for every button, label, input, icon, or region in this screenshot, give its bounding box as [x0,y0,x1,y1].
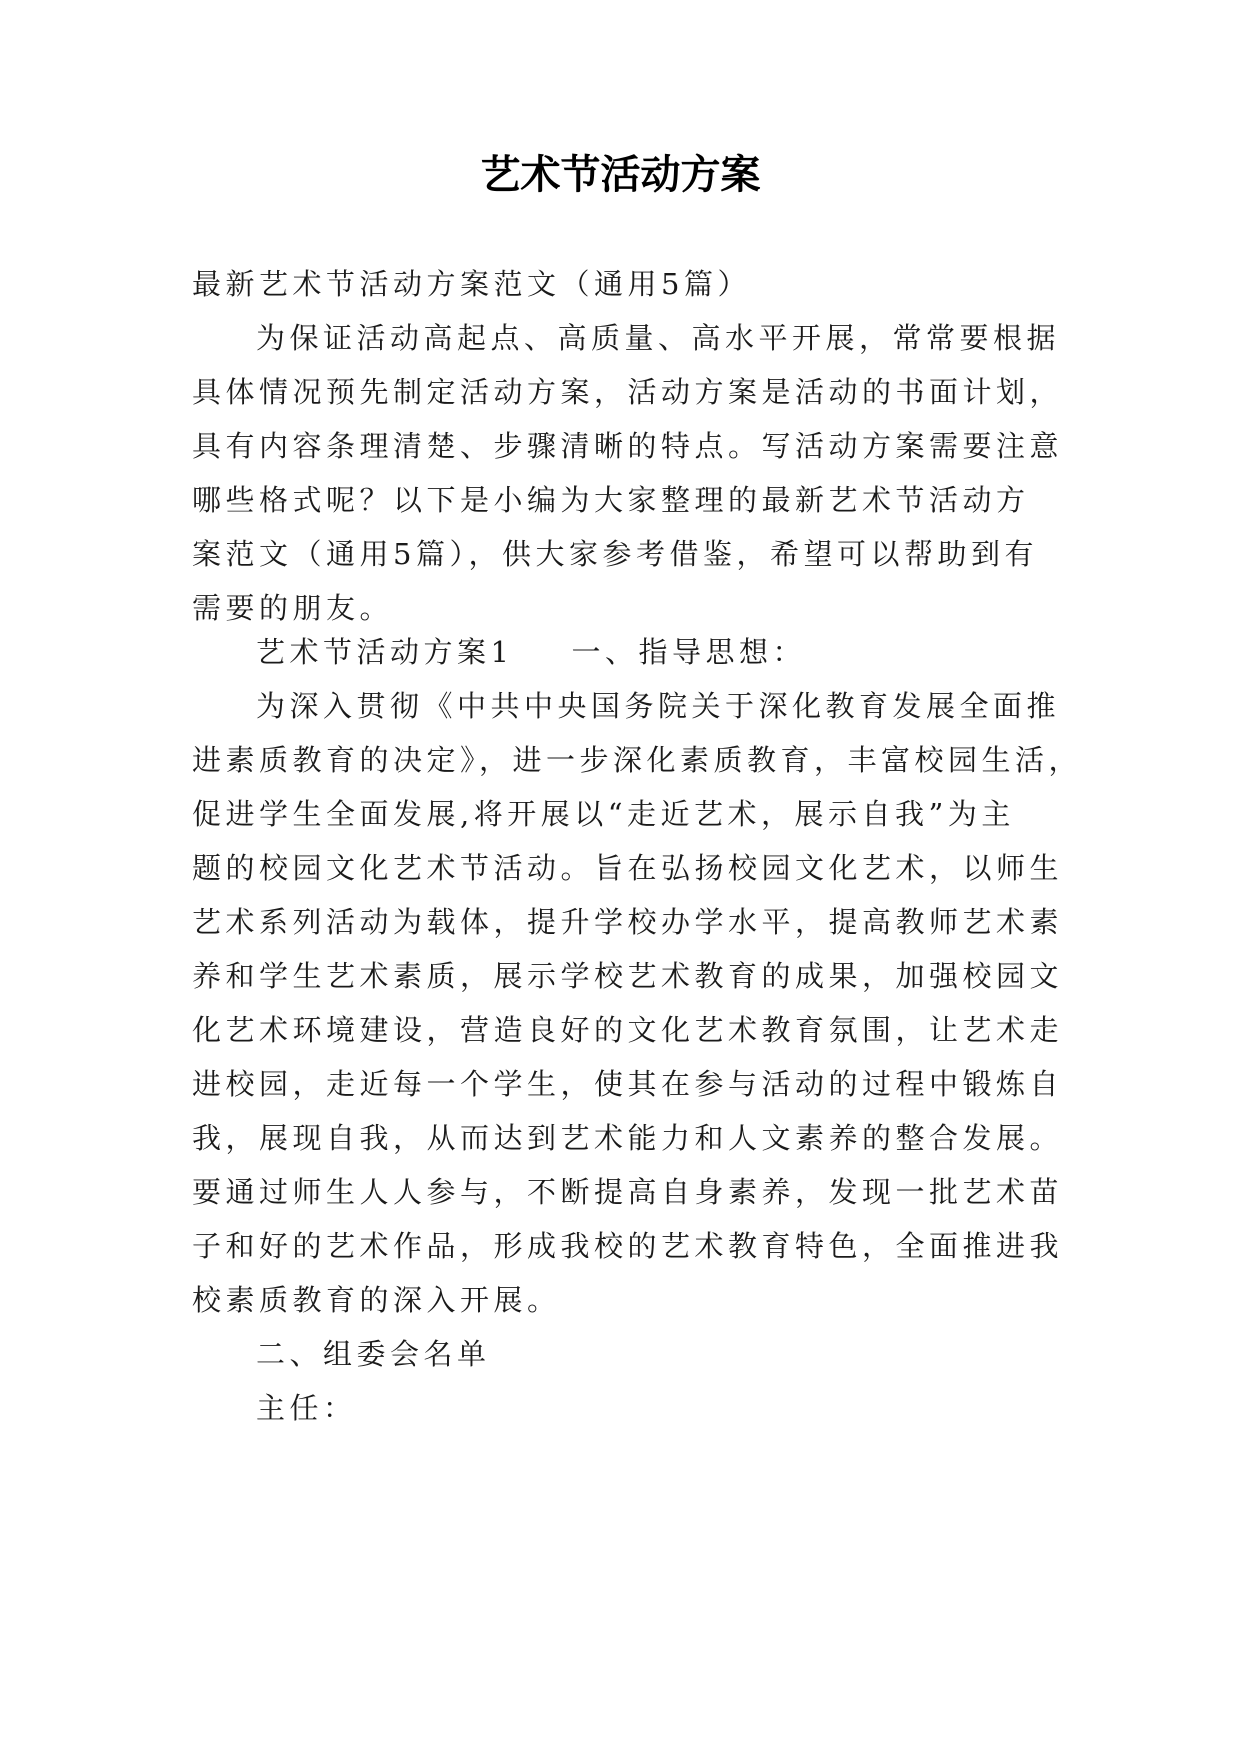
guiding-line: 校素质教育的深入开展。 [192,1283,561,1317]
guiding-line: 为深入贯彻《中共中央国务院关于深化教育发展全面推 [256,689,1061,723]
guiding-line: 进校园，走近每一个学生，使其在参与活动的过程中锻炼自 [192,1067,1064,1101]
guiding-line: 我，展现自我，从而达到艺术能力和人文素养的整合发展。 [192,1121,1064,1155]
intro-line: 具有内容条理清楚、步骤清晰的特点。写活动方案需要注意 [192,429,1064,463]
guiding-line: 进素质教育的决定》，进一步深化素质教育，丰富校园生活， [192,743,1083,777]
document-title: 艺术节活动方案 [480,152,761,198]
intro-line: 为保证活动高起点、高质量、高水平开展，常常要根据 [256,321,1061,355]
guiding-line: 艺术系列活动为载体，提升学校办学水平，提高教师艺术素 [192,905,1064,939]
intro-line: 哪些格式呢？以下是小编为大家整理的最新艺术节活动方 [192,483,1030,517]
section-heading-committee: 二、组委会名单 [256,1337,491,1371]
document-subtitle: 最新艺术节活动方案范文（通用5篇） [192,267,751,301]
intro-line: 需要的朋友。 [192,591,394,625]
section-title: 艺术节活动方案1 [256,635,514,669]
intro-line: 具体情况预先制定活动方案，活动方案是活动的书面计划， [192,375,1064,409]
guiding-line: 要通过师生人人参与，不断提高自身素养，发现一批艺术苗 [192,1175,1064,1209]
guiding-line: 化艺术环境建设，营造良好的文化艺术教育氛围，让艺术走 [192,1013,1064,1047]
section-title-line [256,630,806,674]
guiding-line: 促进学生全面发展,将开展以“走近艺术，展示自我”为主 [192,797,1015,831]
intro-line: 案范文（通用5篇），供大家参考借鉴，希望可以帮助到有 [192,537,1038,571]
section-heading-guiding: 一、指导思想： [571,635,806,669]
guiding-line: 子和好的艺术作品，形成我校的艺术教育特色，全面推进我 [192,1229,1064,1263]
guiding-line: 题的校园文化艺术节活动。旨在弘扬校园文化艺术，以师生 [192,851,1064,885]
guiding-line: 养和学生艺术素质，展示学校艺术教育的成果，加强校园文 [192,959,1064,993]
director-label: 主任： [256,1391,357,1425]
